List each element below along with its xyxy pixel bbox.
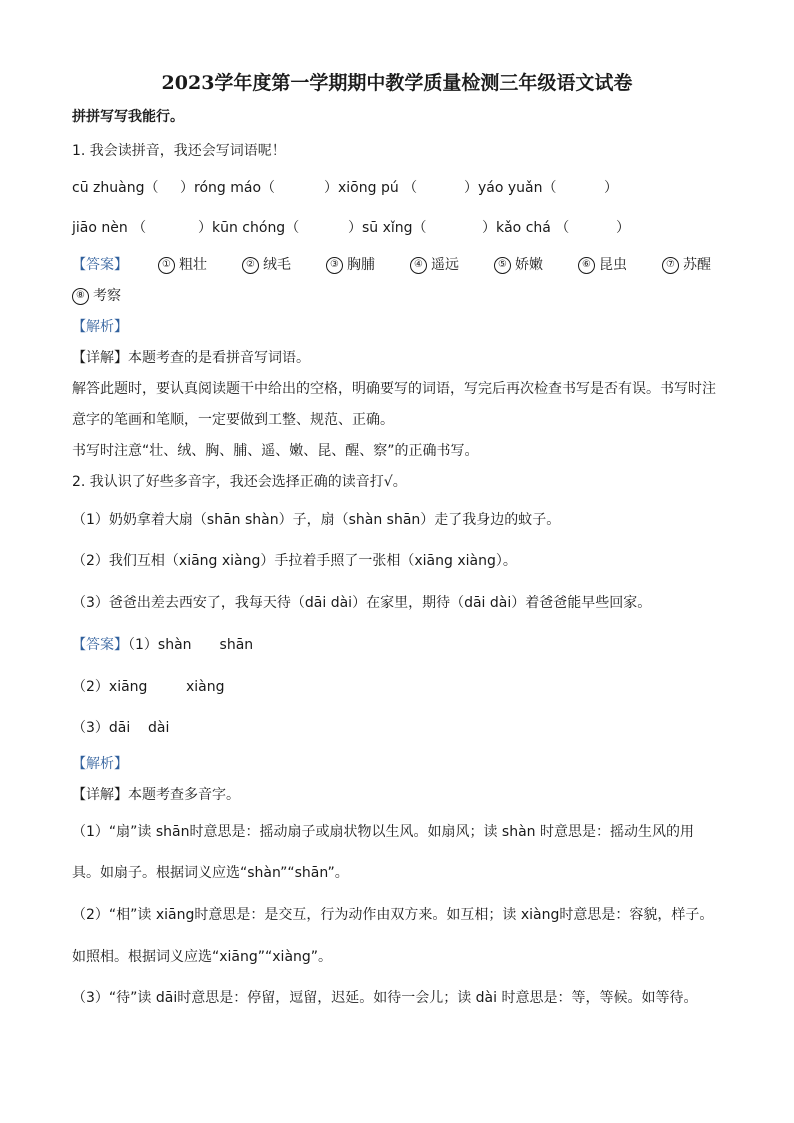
circled-number: ① bbox=[158, 257, 175, 274]
pinyin-row-1 bbox=[72, 179, 618, 197]
answer-line bbox=[72, 678, 225, 696]
pinyin-segment: jiāo nèn （ bbox=[72, 220, 147, 236]
circled-number: ⑥ bbox=[578, 257, 595, 274]
explanation-line: 解答此题时，要认真阅读题干中给出的空格，明确要写的词语，写完后再次检查书写是否有误。书写时注 bbox=[72, 381, 716, 397]
analysis-label: 【解析】 bbox=[72, 756, 128, 772]
answer-row-1 bbox=[72, 256, 711, 274]
circled-number: ③ bbox=[326, 257, 343, 274]
pinyin-segment: ）kǎo chá （ bbox=[482, 220, 570, 236]
pinyin-segment: ）sū xǐng（ bbox=[348, 220, 427, 236]
question-item: （2）我们互相（xiāng xiàng）手拉着手照了一张相（xiāng xiàng）。 bbox=[72, 553, 517, 569]
section-heading: 拼拼写写我能行。 bbox=[72, 109, 184, 125]
circled-number: ⑧ bbox=[72, 288, 89, 305]
pinyin-segment: ）yáo yuǎn（ bbox=[464, 180, 557, 196]
answer-item: ⑥ 昆虫 bbox=[578, 256, 662, 274]
answer-item: ⑦ 苏醒 bbox=[662, 256, 711, 274]
circled-number: ⑦ bbox=[662, 257, 679, 274]
explanation-line: （3）“待”读 dāi时意思是：停留，逗留，迟延。如待一会儿；读 dài 时意思是：等，等候。如等待。 bbox=[72, 990, 698, 1006]
pinyin-segment: ）xiōng pú （ bbox=[324, 180, 418, 196]
pinyin-segment: ）róng máo（ bbox=[180, 180, 276, 196]
question-item: （3）爸爸出差去西安了，我每天待（dāi dài）在家里，期待（dāi dài）着爸爸能早些回家。 bbox=[72, 595, 652, 611]
answer-value: shān bbox=[219, 637, 254, 653]
answer-value: dài bbox=[148, 720, 170, 736]
answer-line bbox=[72, 636, 253, 654]
detail-text: 【详解】本题考查多音字。 bbox=[72, 787, 240, 803]
question-1-prompt: 1. 我会读拼音，我还会写词语呢！ bbox=[72, 143, 286, 159]
answer-value: （3）dāi bbox=[72, 720, 131, 736]
answer-value: （2）xiāng bbox=[72, 679, 148, 695]
answer-label: 【答案】 bbox=[72, 637, 128, 653]
circled-number: ⑤ bbox=[494, 257, 511, 274]
answer-item: ① 粗壮 bbox=[158, 256, 242, 274]
explanation-line: 意字的笔画和笔顺，一定要做到工整、规范、正确。 bbox=[72, 412, 394, 428]
answer-item: ④ 遥远 bbox=[410, 256, 494, 274]
answer-word: 考察 bbox=[93, 288, 121, 304]
pinyin-row-2 bbox=[72, 219, 630, 237]
answer-item: ② 绒毛 bbox=[242, 256, 326, 274]
explanation-line: 具。如扇子。根据词义应选“shàn”“shān”。 bbox=[72, 865, 349, 881]
answer-value: （1）shàn bbox=[128, 637, 192, 653]
explanation-line: （2）“相”读 xiāng时意思是：是交互，行为动作由双方来。如互相；读 xiàng时意思是：容貌，样子。 bbox=[72, 907, 714, 923]
question-item: （1）奶奶拿着大扇（shān shàn）子，扇（shàn shān）走了我身边的蚊子。 bbox=[72, 512, 561, 528]
pinyin-segment: cū zhuàng（ bbox=[72, 180, 159, 196]
answer-value: xiàng bbox=[186, 679, 225, 695]
page-title: 2023学年度第一学期期中教学质量检测三年级语文试卷 bbox=[161, 72, 633, 94]
pinyin-segment: ） bbox=[616, 220, 630, 236]
answer-item: ⑤ 娇嫩 bbox=[494, 256, 578, 274]
question-2-prompt: 2. 我认识了好些多音字，我还会选择正确的读音打√。 bbox=[72, 474, 407, 490]
answer-line bbox=[72, 719, 169, 737]
answer-label: 【答案】 bbox=[72, 257, 128, 273]
answer-item: ③ 胸脯 bbox=[326, 256, 410, 274]
explanation-line: 如照相。根据词义应选“xiāng”“xiàng”。 bbox=[72, 949, 333, 965]
explanation-line: 书写时注意“壮、绒、胸、脯、遥、嫩、昆、醒、察”的正确书写。 bbox=[72, 443, 479, 459]
answer-row-2 bbox=[72, 287, 121, 305]
circled-number: ④ bbox=[410, 257, 427, 274]
pinyin-segment: ） bbox=[604, 180, 618, 196]
pinyin-segment: ）kūn chóng（ bbox=[198, 220, 300, 236]
analysis-label: 【解析】 bbox=[72, 319, 128, 335]
explanation-line: （1）“扇”读 shān时意思是：摇动扇子或扇状物以生风。如扇风；读 shàn 时意思是：摇动生风的用 bbox=[72, 824, 694, 840]
circled-number: ② bbox=[242, 257, 259, 274]
detail-text: 【详解】本题考查的是看拼音写词语。 bbox=[72, 350, 310, 366]
